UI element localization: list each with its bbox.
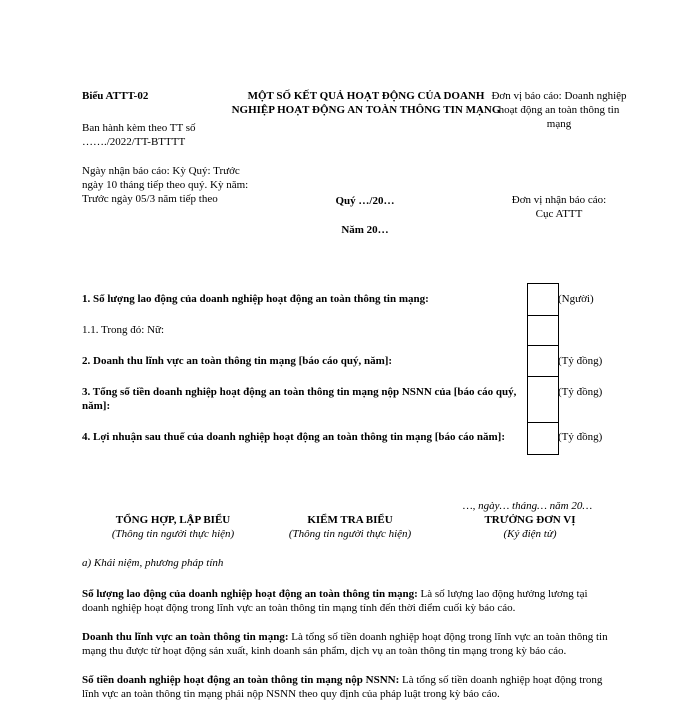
signature-title-head: TRƯỞNG ĐƠN VỊ — [484, 514, 576, 526]
row-label: 1. Số lượng lao động của doanh nghiệp hoạt động an toàn thông tin mạng: — [82, 293, 429, 305]
receiving-unit-name: Cục ATTT — [535, 208, 583, 220]
signature-note-reviewer: (Thông tin người thực hiện) — [288, 528, 412, 540]
note-text: Là tổng số tiền doanh nghiệp hoạt động trong lĩnh vực an toàn thông tin mạng phải nộp NSNN theo quy định của pháp luật trong kỳ báo cáo. — [82, 674, 603, 700]
value-box-net-profit[interactable] — [527, 422, 559, 455]
report-title: MỘT SỐ KẾT QUẢ HOẠT ĐỘNG CỦA DOANH NGHIỆP HOẠT ĐỘNG AN TOÀN THÔNG TIN MẠNG — [231, 90, 501, 116]
note-text: Là số lượng lao động hưởng lương tại doanh nghiệp hoạt động trong lĩnh vực an toàn thông tin mạng tính đến thời điểm cuối kỳ báo cáo. — [82, 588, 588, 614]
note-term: Số tiền doanh nghiệp hoạt động an toàn thông tin mạng nộp NSNN: — [82, 674, 400, 686]
notes-heading: a) Khái niệm, phương pháp tính — [82, 557, 224, 569]
row-label: 4. Lợi nhuận sau thuế của doanh nghiệp hoạt động an toàn thông tin mạng [báo cáo năm]: — [82, 431, 505, 443]
row-unit: (Tỷ đồng) — [558, 355, 603, 367]
receiving-unit-label: Đơn vị nhận báo cáo: — [511, 194, 607, 206]
note-text: Là tổng số tiền doanh nghiệp hoạt động trong lĩnh vực an toàn thông tin mạng thu được từ hoạt động sản xuất, kinh doanh sản phẩm, dịch vụ an toàn thông tin mạng trong kỳ báo cáo. — [82, 631, 608, 657]
note-paragraph — [82, 630, 617, 658]
value-box-revenue[interactable] — [527, 345, 559, 377]
signature-title-compiler: TỔNG HỢP, LẬP BIỂU — [115, 514, 231, 526]
row-unit: (Người) — [558, 293, 594, 305]
row-label: 1.1. Trong đó: Nữ: — [82, 324, 165, 336]
value-box-female-workers[interactable] — [527, 315, 559, 347]
issued-with: Ban hành kèm theo TT số ……./2022/TT-BTTTT — [82, 122, 196, 148]
row-label: 3. Tổng số tiền doanh nghiệp hoạt động an toàn thông tin mạng nộp NSNN của [báo cáo quý, năm]: — [82, 386, 517, 412]
row-unit: (Tỷ đồng) — [558, 431, 603, 443]
note-paragraph — [82, 673, 617, 701]
note-paragraph — [82, 587, 617, 615]
note-term: Số lượng lao động của doanh nghiệp hoạt động an toàn thông tin mạng: — [82, 588, 418, 600]
value-box-budget-payment[interactable] — [527, 376, 559, 424]
signature-note-compiler: (Thông tin người thực hiện) — [111, 528, 235, 540]
note-term: Doanh thu lĩnh vực an toàn thông tin mạng: — [82, 631, 289, 643]
report-quarter: Quý …/20… — [335, 195, 395, 207]
date-line: …, ngày… tháng… năm 20… — [462, 500, 593, 512]
form-code: Biểu ATTT-02 — [82, 90, 149, 102]
reporting-unit: Đơn vị báo cáo: Doanh nghiệp hoạt động an toàn thông tin mạng — [491, 90, 627, 130]
signature-title-reviewer: KIỂM TRA BIỂU — [307, 514, 393, 526]
receive-date: Ngày nhận báo cáo: Kỳ Quý: Trước ngày 10 tháng tiếp theo quý. Kỳ năm: Trước ngày 05/3 năm tiếp theo — [82, 165, 249, 205]
row-unit: (Tỷ đồng) — [558, 386, 603, 398]
value-box-workers[interactable] — [527, 283, 559, 317]
row-label: 2. Doanh thu lĩnh vực an toàn thông tin mạng [báo cáo quý, năm]: — [82, 355, 393, 367]
signature-note-head: (Ký điện tử) — [503, 528, 557, 540]
report-year: Năm 20… — [341, 224, 389, 236]
